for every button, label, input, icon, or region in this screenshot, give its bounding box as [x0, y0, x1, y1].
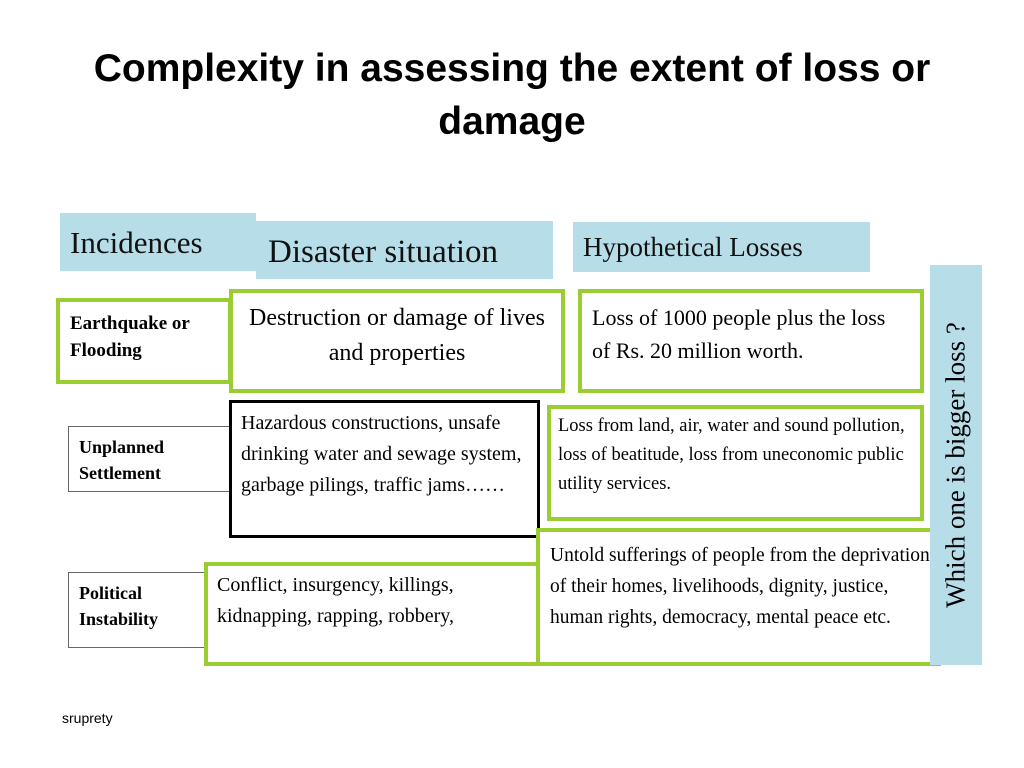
disaster-earthquake-text: Destruction or damage of lives and properties	[249, 305, 545, 366]
incidence-earthquake-label: Earthquake or Flooding	[70, 313, 190, 361]
disaster-unplanned-box	[229, 400, 540, 538]
incidence-political-label: Political Instability	[79, 583, 159, 629]
incidence-earthquake-box	[56, 298, 232, 384]
disaster-political-box	[204, 562, 544, 666]
loss-unplanned-box	[547, 405, 924, 521]
incidence-political-box	[68, 572, 208, 648]
disaster-unplanned-text: Hazardous constructions, unsafe drinking water and sewage system, garbage pilings, traffic jams……	[241, 412, 522, 496]
slide-title: Complexity in assessing the extent of loss or damage	[93, 47, 931, 143]
loss-earthquake-box	[578, 289, 924, 393]
header-hypothetical-losses: Hypothetical Losses	[573, 222, 870, 272]
disaster-earthquake-box	[229, 289, 565, 393]
incidence-unplanned-label: Unplanned Settlement	[79, 437, 165, 483]
header-disaster-situation: Disaster situation	[256, 221, 553, 279]
loss-earthquake-text: Loss of 1000 people plus the loss of Rs. 20 million worth.	[592, 305, 886, 363]
side-question-banner	[930, 265, 982, 665]
side-question-text: Which one is bigger loss ?	[940, 322, 971, 608]
disaster-political-text: Conflict, insurgency, killings, kidnapping, rapping, robbery,	[217, 574, 454, 627]
header-incidences: Incidences	[60, 213, 256, 271]
loss-political-box	[536, 528, 941, 666]
loss-political-text: Untold sufferings of people from the deprivation of their homes, livelihoods, dignity, justice, human rights, democracy, mental peace etc.	[550, 545, 930, 628]
footer-author: sruprety	[62, 710, 113, 726]
incidence-unplanned-box	[68, 426, 232, 492]
loss-unplanned-text: Loss from land, air, water and sound pollution, loss of beatitude, loss from uneconomic public utility services.	[558, 416, 905, 494]
